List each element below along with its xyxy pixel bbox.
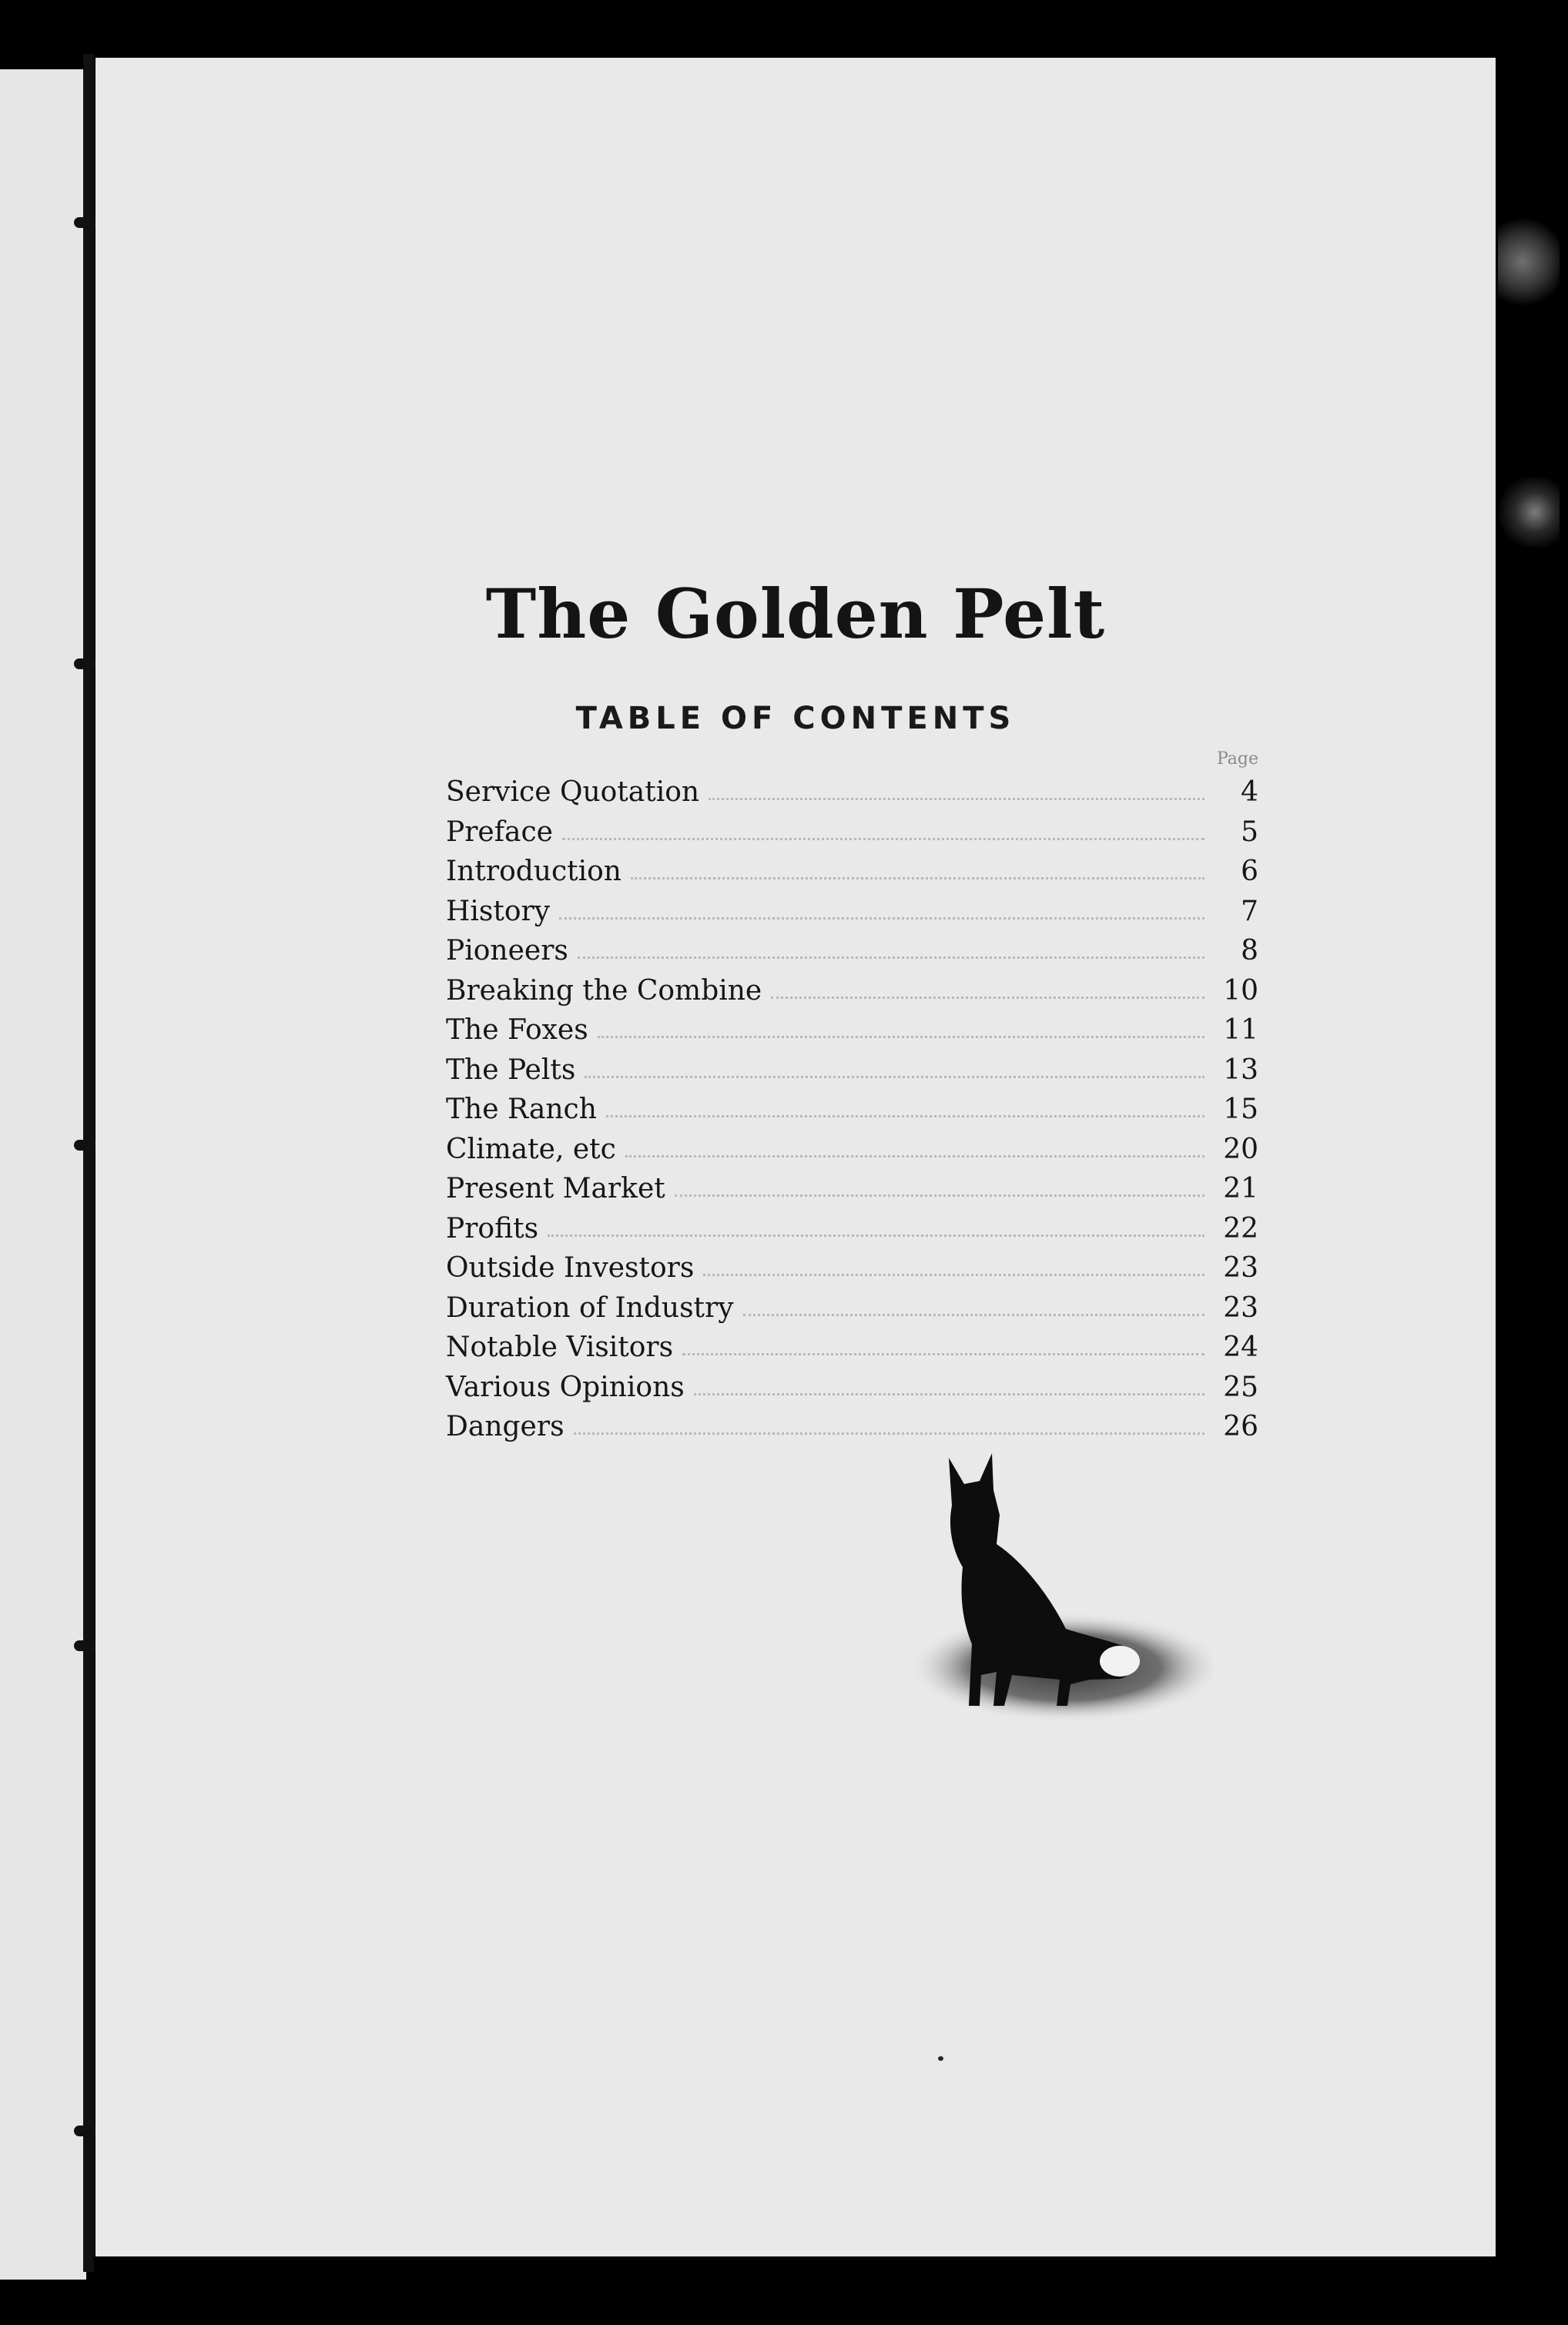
toc-entry[interactable] bbox=[446, 1050, 1258, 1090]
dot-leader bbox=[631, 877, 1204, 879]
scan-edge-artifact bbox=[1498, 477, 1560, 547]
toc-entry-page: 11 bbox=[1204, 1014, 1258, 1046]
toc-entry[interactable] bbox=[446, 1328, 1258, 1368]
scan-edge-artifact bbox=[1498, 216, 1560, 308]
toc-entry[interactable] bbox=[446, 931, 1258, 971]
dot-leader bbox=[559, 917, 1204, 920]
toc-entry-page: 8 bbox=[1204, 935, 1258, 967]
toc-entry-page: 23 bbox=[1204, 1252, 1258, 1284]
toc-entry-page: 13 bbox=[1204, 1054, 1258, 1086]
dot-leader bbox=[682, 1353, 1204, 1355]
toc-entry-label: Dangers bbox=[446, 1411, 574, 1442]
toc-entry-label: Climate, etc bbox=[446, 1134, 625, 1165]
document-title: The Golden Pelt bbox=[485, 574, 1106, 654]
toc-entry-label: History bbox=[446, 896, 559, 927]
toc-entry[interactable] bbox=[446, 1010, 1258, 1050]
toc-entry[interactable] bbox=[446, 852, 1258, 892]
dot-leader bbox=[548, 1235, 1204, 1237]
dot-leader bbox=[675, 1194, 1204, 1197]
toc-entry[interactable] bbox=[446, 1130, 1258, 1170]
dot-leader bbox=[606, 1115, 1204, 1117]
toc-entry-page: 26 bbox=[1204, 1411, 1258, 1442]
toc-entry-label: The Ranch bbox=[446, 1094, 606, 1125]
scan-speck bbox=[938, 2056, 943, 2061]
toc-entry[interactable] bbox=[446, 1248, 1258, 1288]
facing-page-margin bbox=[0, 69, 86, 2280]
toc-entry-page: 21 bbox=[1204, 1173, 1258, 1204]
toc-entry[interactable] bbox=[446, 892, 1258, 932]
toc-entry[interactable] bbox=[446, 1368, 1258, 1408]
dot-leader bbox=[709, 798, 1204, 800]
toc-entry-page: 10 bbox=[1204, 975, 1258, 1007]
toc-entry-page: 23 bbox=[1204, 1292, 1258, 1324]
dot-leader bbox=[578, 956, 1204, 959]
toc-entry-label: Notable Visitors bbox=[446, 1332, 682, 1363]
toc-entry[interactable] bbox=[446, 1090, 1258, 1130]
toc-entry-label: The Pelts bbox=[446, 1054, 585, 1086]
page-column-label: Page bbox=[1216, 749, 1258, 769]
toc-entry-label: Service Quotation bbox=[446, 776, 709, 808]
fox-sitting-icon bbox=[889, 1444, 1212, 1737]
toc-entry[interactable] bbox=[446, 1407, 1258, 1447]
toc-entry-label: Pioneers bbox=[446, 935, 578, 967]
toc-list bbox=[446, 772, 1258, 1447]
toc-heading: TABLE OF CONTENTS bbox=[575, 701, 1016, 736]
toc-entry-label: Outside Investors bbox=[446, 1252, 703, 1284]
toc-entry[interactable] bbox=[446, 1169, 1258, 1209]
toc-entry-page: 7 bbox=[1204, 896, 1258, 927]
toc-entry[interactable] bbox=[446, 772, 1258, 812]
toc-entry-page: 22 bbox=[1204, 1213, 1258, 1245]
dot-leader bbox=[598, 1036, 1204, 1038]
toc-entry-label: Profits bbox=[446, 1213, 548, 1245]
toc-entry[interactable] bbox=[446, 1209, 1258, 1249]
toc-entry-label: Various Opinions bbox=[446, 1372, 694, 1403]
toc-entry-page: 20 bbox=[1204, 1134, 1258, 1165]
toc-entry-label: Breaking the Combine bbox=[446, 975, 771, 1007]
fox-tail-tip bbox=[1100, 1646, 1140, 1677]
dot-leader bbox=[625, 1155, 1204, 1157]
toc-entry-label: Present Market bbox=[446, 1173, 675, 1204]
dot-leader bbox=[771, 997, 1204, 999]
toc-entry-page: 15 bbox=[1204, 1094, 1258, 1125]
toc-entry[interactable] bbox=[446, 1288, 1258, 1328]
toc-entry-page: 25 bbox=[1204, 1372, 1258, 1403]
dot-leader bbox=[562, 838, 1204, 840]
binding-line bbox=[83, 54, 94, 2272]
toc-entry-page: 24 bbox=[1204, 1332, 1258, 1363]
toc-entry-page: 4 bbox=[1204, 776, 1258, 808]
toc-entry-label: The Foxes bbox=[446, 1014, 598, 1046]
toc-entry-page: 5 bbox=[1204, 816, 1258, 848]
dot-leader bbox=[743, 1314, 1204, 1316]
toc-entry-label: Duration of Industry bbox=[446, 1292, 743, 1324]
toc-entry-page: 6 bbox=[1204, 856, 1258, 887]
toc-entry-label: Preface bbox=[446, 816, 562, 848]
document-page bbox=[95, 58, 1496, 2256]
toc-entry[interactable] bbox=[446, 812, 1258, 853]
dot-leader bbox=[694, 1393, 1204, 1395]
dot-leader bbox=[585, 1076, 1204, 1078]
dot-leader bbox=[703, 1274, 1204, 1276]
toc-entry[interactable] bbox=[446, 971, 1258, 1011]
toc-entry-label: Introduction bbox=[446, 856, 631, 887]
dot-leader bbox=[574, 1432, 1204, 1435]
